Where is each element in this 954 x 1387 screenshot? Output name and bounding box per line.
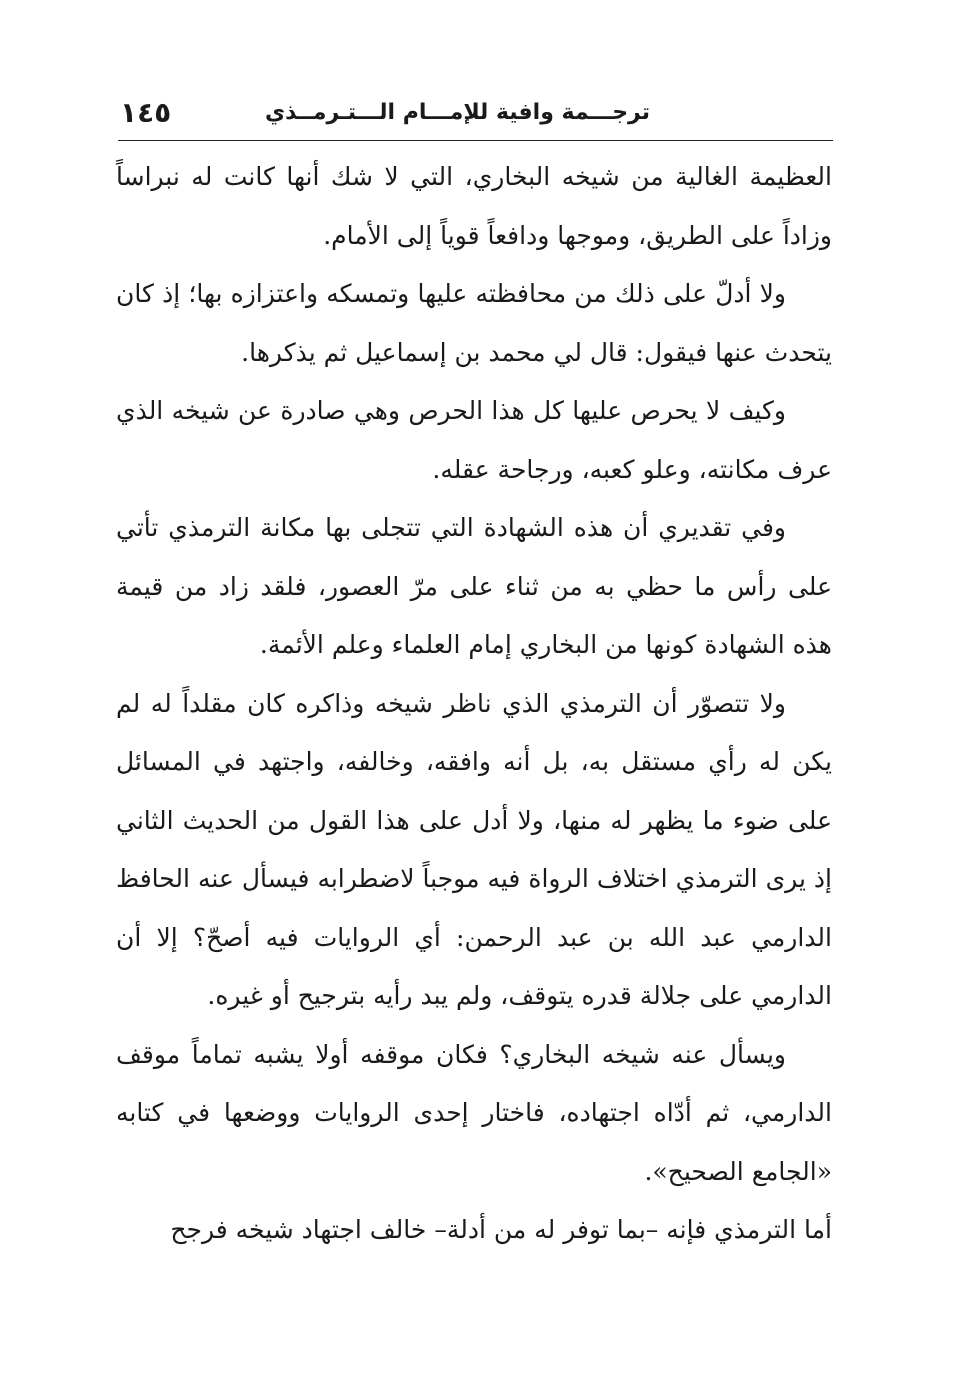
page-number: ١٤٥ <box>120 96 172 129</box>
paragraph-continuation: العظيمة الغالية من شيخه البخاري، التي لا شك أنها كانت له نبراساً وزاداً على الطريق، وموجها ودافعاً قوياً إلى الأمام. <box>116 162 832 250</box>
paragraph-continued-next-page: أما الترمذي فإنه –بما توفر له من أدلة– خالف اجتهاد شيخه فرجح <box>170 1215 832 1244</box>
paragraph: وفي تقديري أن هذه الشهادة التي تتجلى بها مكانة الترمذي تأتي على رأس ما حظي به من ثناء على مرّ العصور، فلقد زاد من قيمة هذه الشهادة كونها من البخاري إمام العلماء وعلم الأئمة. <box>116 513 832 659</box>
paragraph: ولا أدلّ على ذلك من محافظته عليها وتمسكه واعتزازه بها؛ إذ كان يتحدث عنها فيقول: قال لي محمد بن إسماعيل ثم يذكرها. <box>116 279 832 367</box>
body-text <box>116 148 832 1260</box>
header-divider <box>118 140 833 141</box>
paragraph: وكيف لا يحرص عليها كل هذا الحرص وهي صادرة عن شيخه الذي عرف مكانته، وعلو كعبه، ورجاحة عقله. <box>116 396 832 484</box>
page-header <box>118 92 830 140</box>
running-title: ترجـــمة وافية للإمـــام الـــتـرمــذي <box>265 100 650 125</box>
paragraph: ويسأل عنه شيخه البخاري؟ فكان موقفه أولا يشبه تماماً موقف الدارمي، ثم أدّاه اجتهاده، فاختار إحدى الروايات ووضعها في كتابه «الجامع الصحيح». <box>116 1039 832 1186</box>
paragraph: ولا تتصوّر أن الترمذي الذي ناظر شيخه وذاكره كان مقلداً له لم يكن له رأي مستقل به، بل أنه وافقه، وخالفه، واجتهد في المسائل على ضوء ما يظهر له منها، ولا أدل على هذا القول من الحديث الثاني إذ يرى الترمذي اختلاف الرواة فيه موجباً لاضطرابه فيسأل عنه الحافظ الدارمي عبد الله بن عبد الرحمن: أي الروايات فيه أصحّ؟ إلا أن الدارمي على جلالة قدره يتوقف، ولم يبد رأيه بترجيح أو غيره. <box>116 688 832 1010</box>
